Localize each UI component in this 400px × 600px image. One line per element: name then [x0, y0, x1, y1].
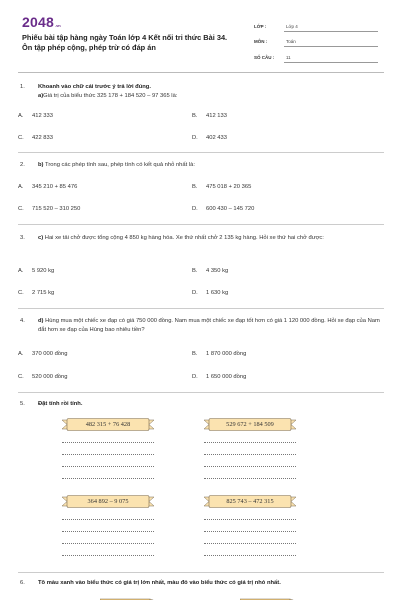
question-heading: Tô màu xanh vào biểu thức có giá trị lớn nhất, màu đỏ vào biểu thức có giá trị nhỏ nhất.	[38, 580, 281, 586]
worksheet-title	[22, 33, 247, 53]
expression-text: 482 315 + 76 428	[85, 421, 131, 428]
option-c[interactable]: C. 715 520 – 310 250	[18, 206, 81, 212]
question-6	[20, 580, 382, 586]
separator	[18, 224, 384, 225]
question-number: 1.	[20, 84, 25, 90]
expression-ribbon	[204, 418, 296, 431]
option-b[interactable]: B. 4 350 kg	[192, 268, 229, 274]
count-label: SỐ CÂU :	[254, 54, 275, 60]
question-text: Hùng mua một chiếc xe đạp có giá 750 000 đồng. Nam mua một chiếc xe đạp tốt hơn có giá 1 120 000 đồng. Hỏi xe đạp của Nam đắt hơn xe đạp của Hùng bao nhiêu tiền?	[38, 318, 380, 333]
expression-ribbon	[62, 495, 154, 508]
option-d[interactable]: D. 600 430 – 145 720	[192, 206, 255, 212]
subject-value: Toán	[284, 39, 378, 47]
question-number: 4.	[20, 318, 25, 324]
subject-label: MÔN :	[254, 39, 268, 44]
answer-line[interactable]	[204, 543, 296, 544]
meta-row-class	[254, 16, 378, 32]
option-a[interactable]: A. 370 000 đồng	[18, 351, 68, 357]
title-line-2: Ôn tập phép cộng, phép trừ có đáp án	[22, 43, 156, 52]
answer-line[interactable]	[62, 555, 154, 556]
answer-line[interactable]	[62, 466, 154, 467]
logo-number: 2048	[22, 14, 54, 30]
logo	[22, 14, 61, 30]
question-3	[20, 234, 382, 243]
question-text: Trong các phép tính sau, phép tính có kết quả nhỏ nhất là:	[43, 162, 195, 168]
question-4	[20, 317, 382, 335]
question-5	[20, 400, 382, 409]
sub-letter: b)	[38, 162, 44, 168]
separator	[18, 572, 384, 573]
option-c[interactable]: C. 422 833	[18, 135, 53, 141]
option-d[interactable]: D. 402 433	[192, 135, 227, 141]
answer-line[interactable]	[204, 454, 296, 455]
sub-letter: d)	[38, 318, 44, 324]
answer-line[interactable]	[62, 543, 154, 544]
answer-line[interactable]	[204, 478, 296, 479]
option-c[interactable]: C. 2 715 kg	[18, 290, 55, 296]
separator	[18, 152, 384, 153]
option-b[interactable]: B. 475 018 + 20 365	[192, 184, 252, 190]
question-number: 2.	[20, 162, 25, 168]
logo-suffix: .vn	[54, 23, 61, 28]
answer-line[interactable]	[204, 555, 296, 556]
pencil-icon	[240, 593, 300, 600]
title-line-1: Phiếu bài tập hàng ngày Toán lớp 4 Kết nối tri thức Bài 34.	[22, 33, 228, 42]
option-b[interactable]: B. 412 133	[192, 113, 227, 119]
question-text: Giá trị của biểu thức 325 178 + 184 520 – 97 365 là:	[43, 93, 178, 99]
option-d[interactable]: D. 1 650 000 đồng	[192, 374, 247, 380]
option-a[interactable]: A. 412 333	[18, 113, 53, 119]
expression-text: 364 892 – 9 075	[87, 498, 129, 505]
answer-line[interactable]	[62, 519, 154, 520]
question-heading: Đặt tính rồi tính.	[38, 401, 83, 407]
count-value: 11	[284, 55, 378, 63]
class-label: LỚP :	[254, 23, 267, 29]
separator	[18, 308, 384, 309]
question-text: Hai xe tải chở được tổng cộng 4 850 kg hàng hóa. Xe thứ nhất chở 2 135 kg hàng. Hỏi xe thứ hai chở được:	[43, 235, 324, 241]
header-divider	[18, 72, 384, 73]
expression-text: 529 672 + 184 509	[226, 421, 274, 428]
question-heading: Khoanh vào chữ cái trước ý trả lời đúng.	[38, 84, 151, 90]
answer-line[interactable]	[204, 519, 296, 520]
answer-line[interactable]	[62, 531, 154, 532]
question-1	[20, 83, 382, 101]
meta-row-count	[254, 47, 378, 63]
option-a[interactable]: A. 345 210 + 85 476	[18, 184, 78, 190]
expression-text: 825 743 – 472 315	[226, 498, 274, 505]
sub-letter: a)	[38, 93, 44, 99]
sub-letter: c)	[38, 235, 44, 241]
class-value: Lớp 4	[284, 24, 378, 32]
answer-line[interactable]	[204, 466, 296, 467]
separator	[18, 392, 384, 393]
answer-line[interactable]	[62, 454, 154, 455]
question-number: 6.	[20, 580, 25, 586]
option-c[interactable]: C. 520 000 đồng	[18, 374, 68, 380]
pencil-icon	[100, 593, 160, 600]
meta-box	[254, 16, 378, 63]
answer-line[interactable]	[204, 442, 296, 443]
question-2	[20, 161, 382, 170]
option-b[interactable]: B. 1 870 000 đồng	[192, 351, 247, 357]
answer-line[interactable]	[62, 478, 154, 479]
answer-line[interactable]	[204, 531, 296, 532]
question-number: 3.	[20, 235, 25, 241]
option-a[interactable]: A. 5 920 kg	[18, 268, 55, 274]
question-number: 5.	[20, 401, 25, 407]
meta-row-subject	[254, 32, 378, 48]
answer-line[interactable]	[62, 442, 154, 443]
expression-ribbon	[62, 418, 154, 431]
expression-ribbon	[204, 495, 296, 508]
option-d[interactable]: D. 1 630 kg	[192, 290, 229, 296]
